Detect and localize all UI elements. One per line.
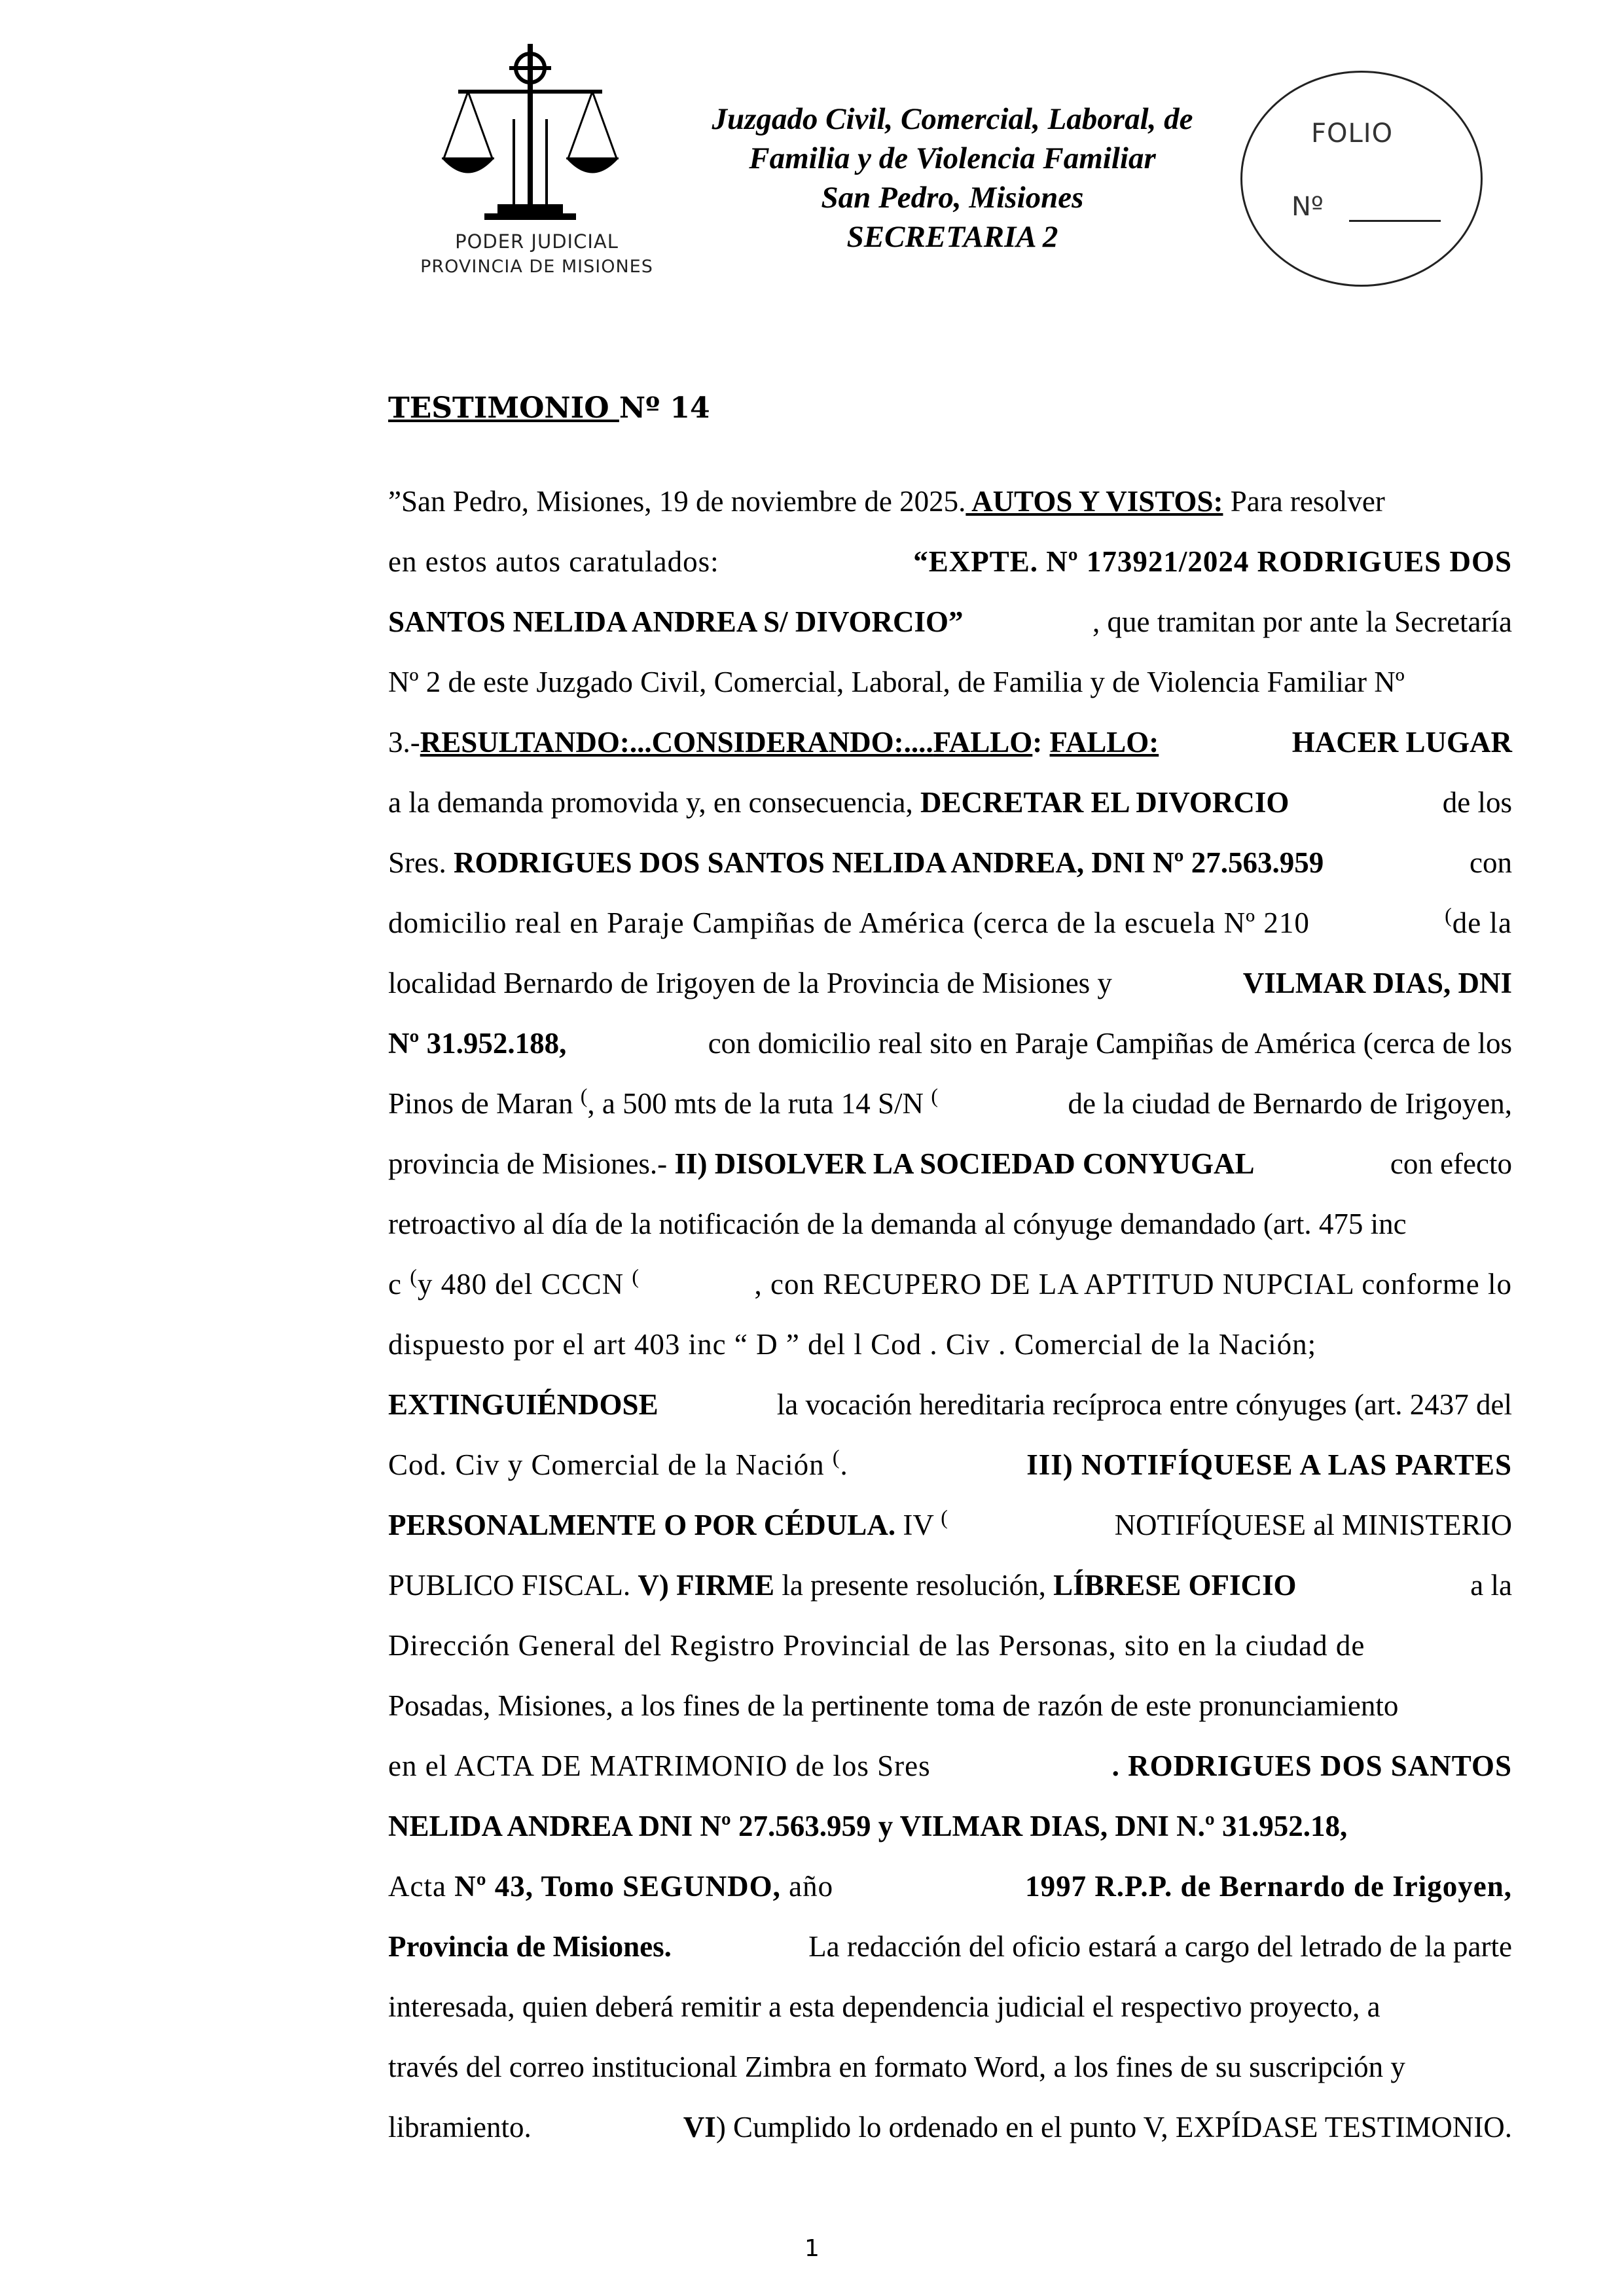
text-run: ( bbox=[410, 1265, 418, 1288]
text-run: en el ACTA DE MATRIMONIO de los Sres bbox=[388, 1749, 931, 1782]
body-line bbox=[388, 772, 1512, 833]
text-run: la presente resolución, bbox=[774, 1569, 1054, 1602]
firme: FIRME bbox=[668, 1569, 775, 1602]
body-line bbox=[388, 471, 1512, 531]
party-name: VILMAR DIAS, DNI bbox=[1242, 967, 1512, 999]
folio-stamp bbox=[1240, 71, 1483, 287]
body-line bbox=[388, 833, 1512, 893]
text-run: retroactivo al día de la notificación de la demanda al cónyuge demandado (art. 475 inc bbox=[388, 1208, 1407, 1240]
body-line bbox=[388, 2097, 1512, 2157]
text-run: . bbox=[840, 1448, 848, 1481]
text-run: Sres. bbox=[388, 846, 454, 879]
text-run: Dirección General del Registro Provincial de las Personas, sito en la ciudad de bbox=[388, 1629, 1365, 1662]
logo-text-line2: PROVINCIA DE MISIONES bbox=[420, 257, 653, 277]
poder-judicial-logo bbox=[399, 41, 674, 289]
text-run: c bbox=[388, 1268, 410, 1300]
body-line bbox=[388, 1134, 1512, 1194]
body-line bbox=[388, 1615, 1512, 1676]
text-run: ”San Pedro, Misiones, 19 de noviembre de 2025. bbox=[388, 485, 966, 518]
notifiquese-partes: III) NOTIFÍQUESE A LAS PARTES bbox=[1026, 1448, 1512, 1481]
text-run: interesada, quien deberá remitir a esta dependencia judicial el respectivo proyecto, a bbox=[388, 1990, 1380, 2023]
text-run: Para resolver bbox=[1223, 485, 1385, 518]
librese-oficio: LÍBRESE OFICIO bbox=[1053, 1569, 1297, 1602]
body-line bbox=[388, 1314, 1512, 1374]
body-line bbox=[388, 1736, 1512, 1796]
hacer-lugar: HACER LUGAR bbox=[1291, 726, 1512, 759]
body-line bbox=[388, 1555, 1512, 1615]
text-run: ( bbox=[632, 1265, 640, 1288]
document-body bbox=[388, 471, 1512, 2157]
body-line bbox=[388, 1856, 1512, 1916]
text-run: 3.- bbox=[388, 726, 420, 759]
body-line bbox=[388, 1435, 1512, 1495]
body-line bbox=[388, 592, 1512, 652]
text-run: a la bbox=[1470, 1569, 1512, 1602]
text-run: ( bbox=[832, 1445, 840, 1469]
body-line bbox=[388, 1977, 1512, 2037]
text-run: NOTIFÍQUESE al MINISTERIO bbox=[1114, 1509, 1512, 1541]
text-run: con domicilio real sito en Paraje Campiñas de América (cerca de los bbox=[708, 1027, 1512, 1060]
item-number: VI bbox=[683, 2111, 716, 2144]
text-run: de la bbox=[1452, 906, 1512, 939]
personalmente-cedula: PERSONALMENTE O POR CÉDULA. bbox=[388, 1509, 896, 1541]
text-run: : bbox=[1032, 726, 1050, 759]
decretar-divorcio: DECRETAR EL DIVORCIO bbox=[920, 786, 1290, 819]
party-name: . RODRIGUES DOS SANTOS bbox=[1111, 1749, 1512, 1782]
folio-number-blank bbox=[1349, 220, 1441, 222]
text-run: con efecto bbox=[1390, 1147, 1512, 1180]
text-run: través del correo institucional Zimbra en formato Word, a los fines de su suscripción y bbox=[388, 2051, 1405, 2083]
scales-of-justice-icon bbox=[439, 41, 622, 230]
text-run: ( bbox=[941, 1505, 948, 1529]
body-line bbox=[388, 1916, 1512, 1977]
autos-y-vistos: AUTOS Y VISTOS: bbox=[965, 485, 1223, 518]
acta-tomo: Nº 43, Tomo SEGUNDO, bbox=[454, 1870, 781, 1903]
page-number: 1 bbox=[804, 2235, 820, 2262]
body-line bbox=[388, 1796, 1512, 1856]
text-run: libramiento. bbox=[388, 2111, 532, 2144]
body-line bbox=[388, 1254, 1512, 1314]
body-line bbox=[388, 1073, 1512, 1134]
logo-text-line1: PODER JUDICIAL bbox=[455, 230, 619, 253]
text-run: Pinos de Maran bbox=[388, 1087, 581, 1120]
expediente-ref: “EXPTE. Nº 173921/2024 RODRIGUES DOS bbox=[913, 545, 1512, 578]
text-run: y 480 del CCCN bbox=[417, 1268, 632, 1300]
court-line3: San Pedro, Misiones bbox=[821, 181, 1084, 215]
text-run: Acta bbox=[388, 1870, 455, 1903]
body-line bbox=[388, 712, 1512, 772]
text-run: Cod. Civ y Comercial de la Nación bbox=[388, 1448, 833, 1481]
fallo-heading: FALLO: bbox=[1049, 726, 1159, 759]
body-line bbox=[388, 1194, 1512, 1254]
body-line bbox=[388, 953, 1512, 1013]
text-run: IV bbox=[895, 1509, 941, 1541]
party-dni: Nº 31.952.188, bbox=[388, 1027, 567, 1060]
text-run: ( bbox=[1445, 903, 1453, 927]
text-run: localidad Bernardo de Irigoyen de la Provincia de Misiones y bbox=[388, 967, 1112, 999]
text-run: Nº 2 de este Juzgado Civil, Comercial, Laboral, de Familia y de Violencia Familiar Nº bbox=[388, 666, 1405, 698]
party-names-dni: NELIDA ANDREA DNI Nº 27.563.959 y VILMAR DIAS, DNI N.º 31.952.18, bbox=[388, 1810, 1348, 1842]
text-run: con bbox=[1470, 846, 1512, 879]
rpp-location: 1997 R.P.P. de Bernardo de Irigoyen, bbox=[1025, 1870, 1512, 1903]
disolver-sociedad: DISOLVER LA SOCIEDAD CONYUGAL bbox=[707, 1147, 1255, 1180]
resultando-considerando: RESULTANDO:...CONSIDERANDO:.... bbox=[420, 726, 933, 759]
text-run: , con RECUPERO DE LA APTITUD NUPCIAL conforme lo bbox=[754, 1268, 1512, 1300]
fallo-heading: FALLO bbox=[933, 726, 1033, 759]
text-run: , a 500 mts de la ruta 14 S/N bbox=[587, 1087, 931, 1120]
text-run: año bbox=[780, 1870, 834, 1903]
body-line bbox=[388, 531, 1512, 592]
title-underlined: TESTIMONIO bbox=[388, 391, 619, 425]
body-line bbox=[388, 652, 1512, 712]
item-number: V) bbox=[638, 1569, 669, 1602]
text-run: ( bbox=[931, 1084, 938, 1107]
court-line4: SECRETARIA 2 bbox=[846, 220, 1058, 254]
text-run: dispuesto por el art 403 inc “ D ” del l Cod . Civ . Comercial de la Nación; bbox=[388, 1328, 1317, 1361]
text-run: domicilio real en Paraje Campiñas de América (cerca de la escuela Nº 210 bbox=[388, 906, 1310, 939]
party-name: RODRIGUES DOS SANTOS NELIDA ANDREA, DNI Nº 27.563.959 bbox=[454, 846, 1324, 879]
body-line bbox=[388, 893, 1512, 953]
provincia-misiones: Provincia de Misiones. bbox=[388, 1930, 672, 1963]
body-line bbox=[388, 1495, 1512, 1555]
title-number: Nº 14 bbox=[619, 391, 710, 425]
text-run: en estos autos caratulados: bbox=[388, 545, 719, 578]
text-run: provincia de Misiones.- bbox=[388, 1147, 675, 1180]
text-run: la vocación hereditaria recíproca entre cónyuges (art. 2437 del bbox=[776, 1388, 1512, 1421]
text-run: de los bbox=[1442, 786, 1512, 819]
text-run: Posadas, Misiones, a los fines de la pertinente toma de razón de este pronunciamiento bbox=[388, 1689, 1399, 1722]
text-run: de la ciudad de Bernardo de Irigoyen, bbox=[1068, 1087, 1512, 1120]
text-run: La redacción del oficio estará a cargo del letrado de la parte bbox=[808, 1930, 1512, 1963]
body-line bbox=[388, 1374, 1512, 1435]
body-line bbox=[388, 1676, 1512, 1736]
body-line bbox=[388, 2037, 1512, 2097]
court-line2: Familia y de Violencia Familiar bbox=[749, 141, 1156, 175]
document-title bbox=[388, 391, 710, 425]
court-line1: Juzgado Civil, Comercial, Laboral, de bbox=[712, 102, 1193, 136]
extinguiendose: EXTINGUIÉNDOSE bbox=[388, 1388, 659, 1421]
text-run: a la demanda promovida y, en consecuencia, bbox=[388, 786, 920, 819]
case-title: SANTOS NELIDA ANDREA S/ DIVORCIO” bbox=[388, 605, 964, 638]
text-run: ) Cumplido lo ordenado en el punto V, EXPÍDASE TESTIMONIO. bbox=[715, 2111, 1512, 2144]
court-header bbox=[691, 99, 1214, 257]
text-run: PUBLICO FISCAL. bbox=[388, 1569, 638, 1602]
body-line bbox=[388, 1013, 1512, 1073]
item-number: II) bbox=[674, 1147, 708, 1180]
folio-number-prefix: Nº bbox=[1291, 192, 1324, 222]
text-run: ( bbox=[580, 1084, 588, 1107]
text-run: , que tramitan por ante la Secretaría bbox=[1092, 605, 1512, 638]
folio-label: FOLIO bbox=[1311, 118, 1394, 149]
